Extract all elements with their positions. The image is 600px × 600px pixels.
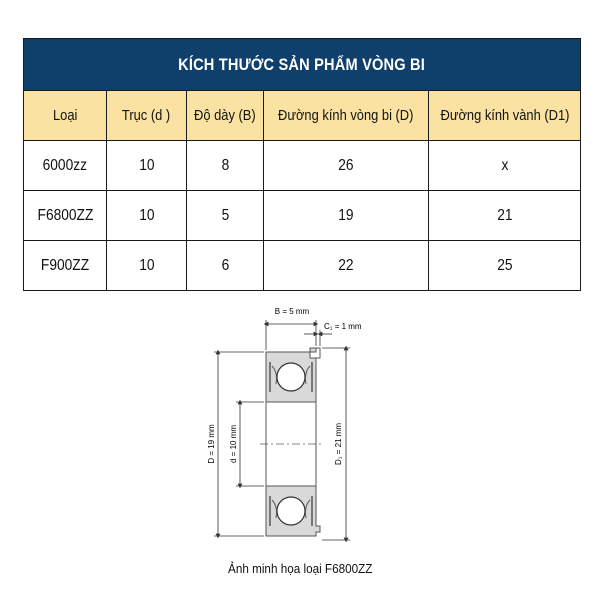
ball-bottom xyxy=(277,497,305,525)
table-title: KÍCH THƯỚC SẢN PHẨM VÒNG BI xyxy=(24,39,581,91)
header-cell: Đường kính vành (D1) xyxy=(429,91,581,141)
spec-table xyxy=(23,38,581,291)
table-cell: 21 xyxy=(429,191,581,241)
header-row xyxy=(24,91,581,141)
header-cell: Trục (d ) xyxy=(107,91,187,141)
table-cell: F900ZZ xyxy=(24,241,107,291)
table-cell: 10 xyxy=(107,241,187,291)
table-cell: 6000zz xyxy=(24,141,107,191)
table-cell: 5 xyxy=(187,191,264,241)
bearing-section xyxy=(260,348,324,536)
table-cell: 26 xyxy=(264,141,429,191)
label-d: d = 10 mm xyxy=(229,424,238,464)
table-cell: 25 xyxy=(429,241,581,291)
table-cell: 10 xyxy=(107,141,187,191)
table-cell: 22 xyxy=(264,241,429,291)
label-c1: C₁ = 1 mm xyxy=(324,322,362,331)
header-cell: Độ dày (B) xyxy=(187,91,264,141)
label-D1: D₁ = 21 mm xyxy=(334,422,343,466)
table-row xyxy=(24,241,581,291)
table-row xyxy=(24,141,581,191)
table-cell: F6800ZZ xyxy=(24,191,107,241)
table-cell: x xyxy=(429,141,581,191)
table-cell: 10 xyxy=(107,191,187,241)
table-row xyxy=(24,191,581,241)
ball-top xyxy=(277,363,305,391)
bearing-diagram xyxy=(200,300,400,560)
header-cell: Loại xyxy=(24,91,107,141)
title-row xyxy=(24,39,581,91)
diagram-caption: Ảnh minh họa loại F6800ZZ xyxy=(227,561,373,576)
header-cell: Đường kính vòng bi (D) xyxy=(264,91,429,141)
table-cell: 8 xyxy=(187,141,264,191)
table-cell: 6 xyxy=(187,241,264,291)
label-D: D = 19 mm xyxy=(207,424,216,464)
label-b: B = 5 mm xyxy=(274,307,310,316)
table-cell: 19 xyxy=(264,191,429,241)
